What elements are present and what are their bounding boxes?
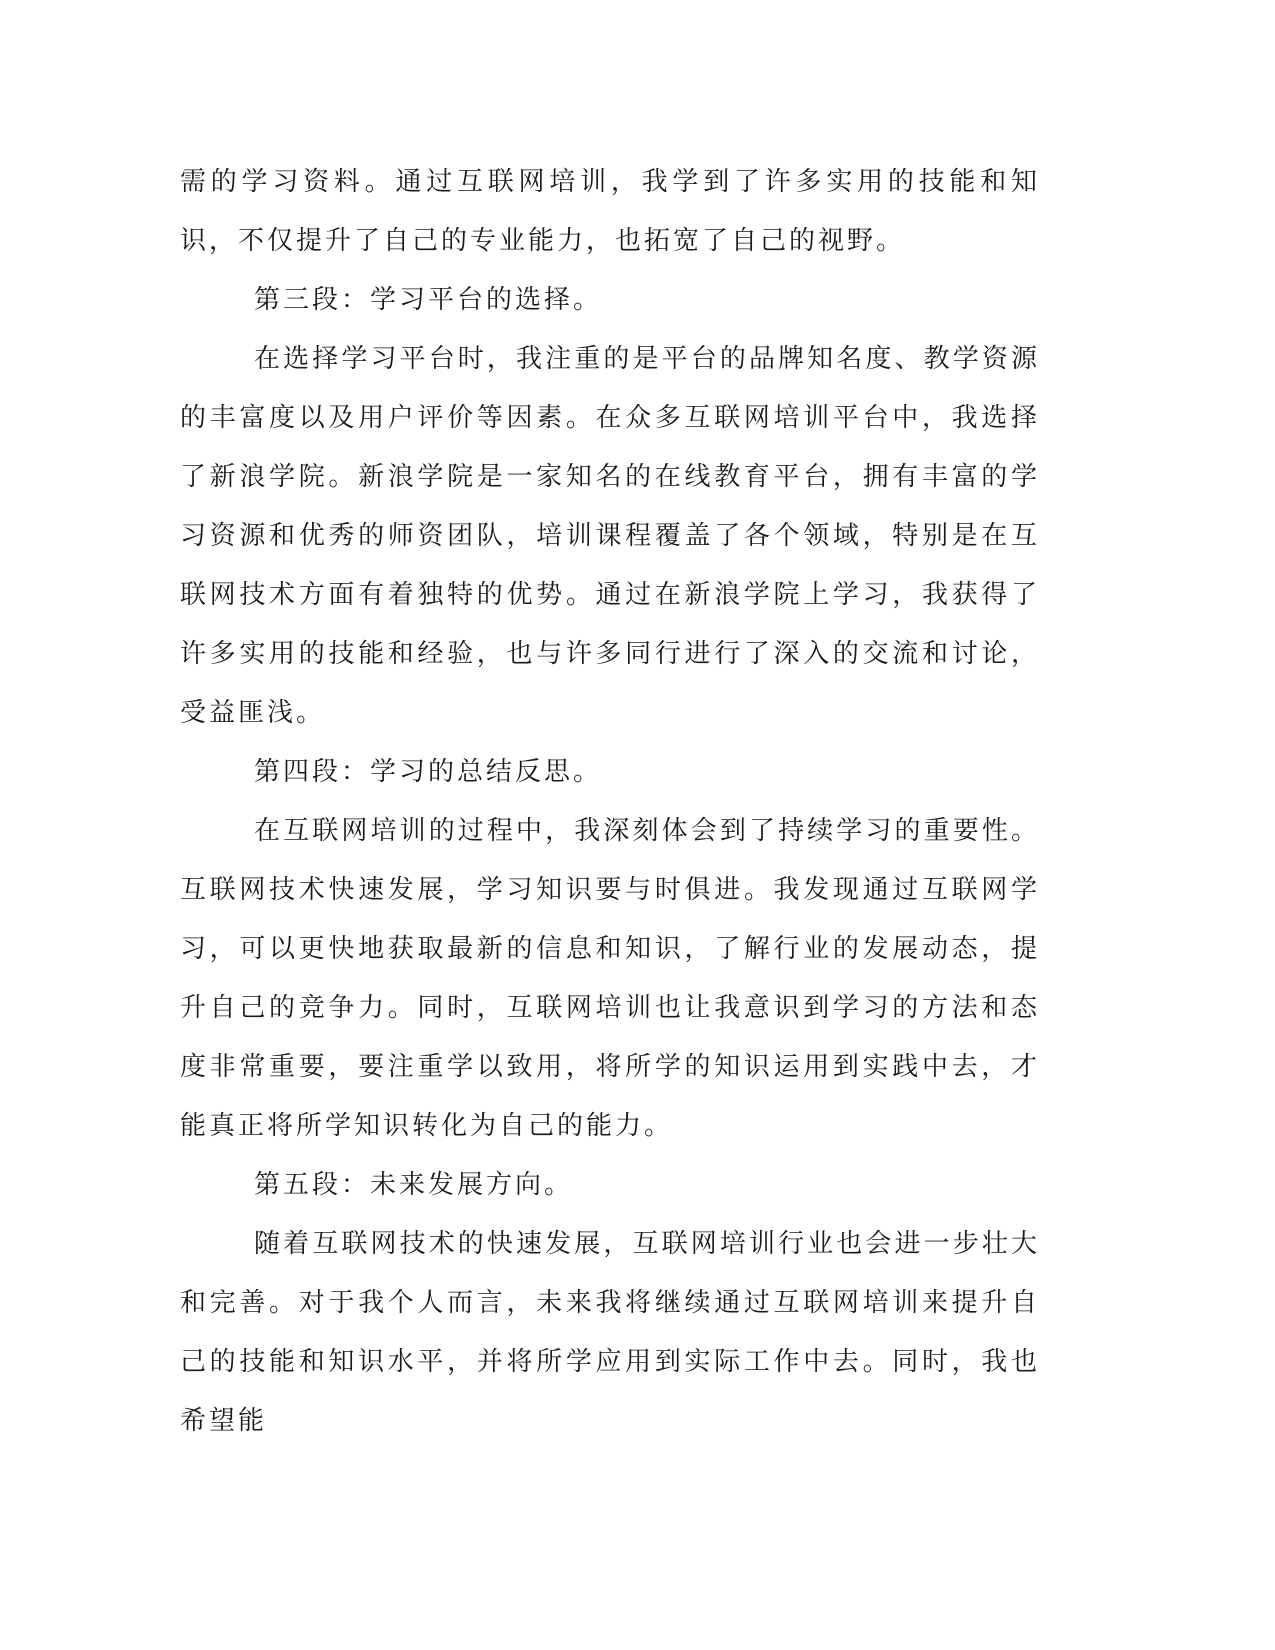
paragraph-platform-choice: 在选择学习平台时，我注重的是平台的品牌知名度、教学资源的丰富度以及用户评价等因素。在众多互联网培训平台中，我选择了新浪学院。新浪学院是一家知名的在线教育平台，拥有丰富的学习资源和优秀的师资团队，培训课程覆盖了各个领域，特别是在互联网技术方面有着独特的优势。通过在新浪学院上学习，我获得了许多实用的技能和经验，也与许多同行进行了深入的交流和讨论，受益匪浅。 (180, 344, 1040, 728)
paragraph-summary-reflection: 在互联网培训的过程中，我深刻体会到了持续学习的重要性。互联网技术快速发展，学习知识要与时俱进。我发现通过互联网学习，可以更快地获取最新的信息和知识，了解行业的发展动态，提升自己的竞争力。同时，互联网培训也让我意识到学习的方法和态度非常重要，要注重学以致用，将所学的知识运用到实践中去，才能真正将所学知识转化为自己的能力。 (180, 816, 1040, 1141)
paragraph-future-direction: 随着互联网技术的快速发展，互联网培训行业也会进一步壮大和完善。对于我个人而言，未来我将继续通过互联网培训来提升自己的技能和知识水平，并将所学应用到实际工作中去。同时，我也希望能 (180, 1229, 1040, 1436)
document-body (180, 153, 1040, 1451)
paragraph-continuation: 需的学习资料。通过互联网培训，我学到了许多实用的技能和知识，不仅提升了自己的专业能力，也拓宽了自己的视野。 (180, 167, 1040, 256)
section-heading-5: 第五段：未来发展方向。 (254, 1170, 574, 1200)
section-heading-3: 第三段：学习平台的选择。 (254, 285, 603, 315)
section-heading-4: 第四段：学习的总结反思。 (254, 757, 603, 787)
